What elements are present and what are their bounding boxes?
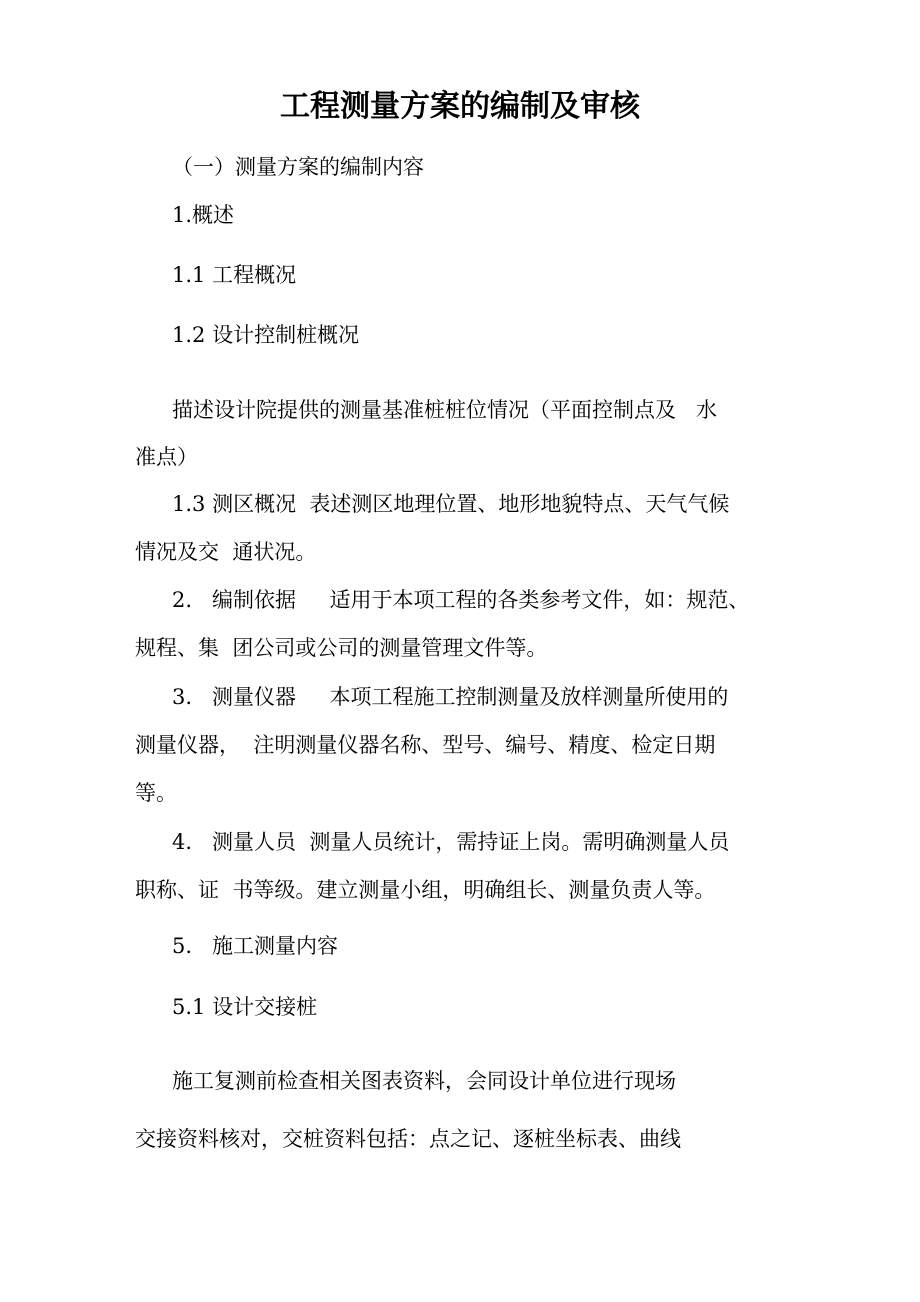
heading-project-overview: 1.1 工程概况 bbox=[172, 263, 297, 287]
paragraph-line: 施工复测前检查相关图表资料，会同设计单位进行现场 bbox=[172, 1069, 676, 1093]
paragraph-line: 准点） bbox=[135, 445, 198, 469]
paragraph-line: 情况及交 通状况。 bbox=[135, 540, 317, 564]
paragraph-line: 描述设计院提供的测量基准桩桩位情况（平面控制点及 水 bbox=[172, 398, 718, 422]
heading-construction-survey: 5. 施工测量内容 bbox=[172, 934, 339, 958]
paragraph-line: 4. 测量人员 测量人员统计，需持证上岗。需明确测量人员 bbox=[172, 830, 730, 854]
paragraph-line: 职称、证 书等级。建立测量小组，明确组长、测量负责人等。 bbox=[135, 878, 716, 902]
paragraph-line: 3. 测量仪器 本项工程施工控制测量及放样测量所使用的 bbox=[172, 685, 729, 709]
heading-overview: 1.概述 bbox=[172, 203, 235, 227]
paragraph-line: 规程、集 团公司或公司的测量管理文件等。 bbox=[135, 636, 548, 660]
paragraph-line: 交接资料核对，交桩资料包括：点之记、逐桩坐标表、曲线 bbox=[135, 1127, 681, 1151]
paragraph-line: 测量仪器， 注明测量仪器名称、型号、编号、精度、检定日期 bbox=[135, 733, 716, 757]
paragraph-line: 2. 编制依据 适用于本项工程的各类参考文件，如：规范、 bbox=[172, 588, 750, 612]
document-title: 工程测量方案的编制及审核 bbox=[280, 89, 640, 124]
heading-stake-handover: 5.1 设计交接桩 bbox=[172, 995, 318, 1019]
heading-control-stakes: 1.2 设计控制桩概况 bbox=[172, 323, 360, 347]
section-heading: （一）测量方案的编制内容 bbox=[172, 155, 424, 179]
paragraph-line: 等。 bbox=[135, 781, 177, 805]
paragraph-line: 1.3 测区概况 表述测区地理位置、地形地貌特点、天气气候 bbox=[172, 492, 730, 516]
